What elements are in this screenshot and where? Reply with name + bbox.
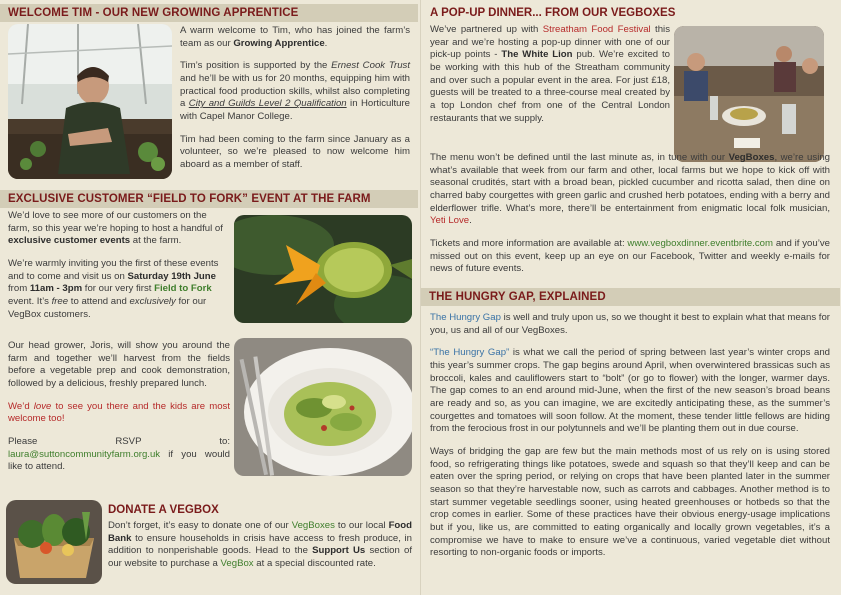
dinner-paragraph-3: Tickets and more information are available at: www.vegboxdinner.eventbrite.com and if you’ve missed out on this event, keep up an eye on our Facebook, Twitter and weekly e-mails for news of future events. <box>430 237 830 275</box>
right-page <box>421 0 841 595</box>
event-rsvp: Please RSVP to: laura@suttoncommunityfarm.org.uk if you would like to attend. <box>8 435 230 473</box>
donate-article <box>108 520 412 581</box>
event-paragraph-2: We’re warmly inviting you the first of these events and to come and visit us on Saturday 19th June from 11am - 3pm for our very first Field to Fork event. It’s free to attend and exclusively for our VegBox customers. <box>8 257 219 320</box>
donate-heading: DONATE A VEGBOX <box>108 504 219 516</box>
gap-heading: THE HUNGRY GAP, EXPLAINED <box>421 288 840 306</box>
event-paragraph-1: We’d love to see more of our customers on the farm, so this year we’re hoping to host a handful of exclusive customer events at the farm. <box>8 210 223 247</box>
courgette-dish-photo <box>234 338 412 476</box>
gap-paragraph-1: The Hungry Gap is well and truly upon us, so we thought it best to explain what that means for you, us and all of our VegBoxes. <box>430 312 830 336</box>
event-heading: EXCLUSIVE CUSTOMER “FIELD TO FORK” EVENT AT THE FARM <box>0 190 418 208</box>
dinner-article-top <box>430 24 670 135</box>
dinner-table-photo <box>674 26 824 162</box>
tim-paragraph-2: Tim’s position is supported by the Ernest Cook Trust and he’ll be with us for 20 months, equipping him with practical food production skills, whilst also completing a City and Guilds Level 2 Qualification in Horticulture with Capel Manor College. <box>180 60 410 122</box>
dinner-paragraph-1: We’ve partnered up with Streatham Food Festival this year and we’re hosting a pop-up dinner with one of our pick-up points - The White Lion pub. We’re excited to be working with this hub of the Streatham community and over such a popular event in the area. For just £18, guests will be treated to a three-course meal created by a top London chef from one of the Central London restaurants that we supply. <box>430 24 670 124</box>
event-paragraph-4: We’d love to see you there and the kids are most welcome too! <box>8 400 230 425</box>
event-article-top <box>8 210 230 331</box>
donate-paragraph: Don’t forget, it’s easy to donate one of our VegBoxes to our local Food Bank to ensure households in crisis have access to fresh produce, in addition to nonperishable goods. Head to the Support Us section of our website to purchase a VegBox at a special discounted rate. <box>108 520 413 569</box>
gap-paragraph-3: Ways of bridging the gap are few but the main methods most of us rely on is using stored food, so refrigerating things like potatoes, swede and squash so that they’ll keep and can be eaten over the spring period, or relying on crops that have been planted later in the summer season so that they’re harvestable now, such as carrots and cabbages. Another method is to start summer vegetable seedlings sooner, using heated greenhouses or hotbeds so that the crop comes in earlier. Some of these practices have their obvious energy-usage implications but if you, like us, are committed to eating organically and locally grown vegetables, it’s a compromise we have to make to ensure we’ve a continuous, varied vegetable diet without resorting to non-organic foods or imports. <box>430 445 830 559</box>
dinner-heading: A POP-UP DINNER... FROM OUR VEGBOXES <box>430 7 676 19</box>
tim-paragraph-3: Tim had been coming to the farm since January as a volunteer, so we’re pleased to now welcome him aboard as a member of staff. <box>180 133 410 170</box>
gap-article <box>430 312 830 570</box>
dinner-paragraph-2: The menu won’t be defined until the last minute as, in tune with our VegBoxes, we’re using what’s available that week from our farm and other, local farms but we hope to kick off with seasonal crudités, start with a broad bean, pickled cucumber and ricotta salad, then dine on charred baby courgettes with green garlic and crushed herb potatoes, ending with a berry and elderflower trifle. What’s more, there’ll be entertainment from enigmatic local folk musician, Yeti Love. <box>430 152 830 227</box>
event-article-bottom <box>8 340 230 484</box>
left-page <box>0 0 420 595</box>
gap-paragraph-2: “The Hungry Gap” is what we call the period of spring between last year’s winter crops and this year’s summer crops. The gap begins around April, when overwintered brassicas such as broccoli, kales and cauliflowers start to “bolt” (or go to flower) with the longer, warmer days. The gap comes to an end around mid-June, when the first of the new season’s broad beans are ready and so, as you can imagine, we are excitedly anticipating these, as the summer’s courgettes and tomatoes will soon follow. At the moment, these tender little fellows are hiding from the ferocious frost in our polytunnels and we’ll be planting them out in due course. <box>430 347 830 435</box>
event-paragraph-3: Our head grower, Joris, will show you around the farm and together we’ll harvest from the fields before a vegetable prep and cook demonstration, followed by a delicious, freshly prepared lunch. <box>8 340 230 389</box>
tim-greenhouse-photo <box>8 24 172 179</box>
eventbrite-link[interactable]: www.vegboxdinner.eventbrite.com <box>627 237 774 249</box>
courgette-flower-photo <box>234 215 412 323</box>
vegbox-photo <box>6 500 102 584</box>
rsvp-email-link[interactable]: laura@suttoncommunityfarm.org.uk <box>8 448 161 460</box>
tim-article <box>180 25 410 182</box>
dinner-article-bottom <box>430 152 830 286</box>
tim-paragraph-1: A warm welcome to Tim, who has joined the farm’s team as our Growing Apprentice. <box>180 25 410 49</box>
tim-heading: WELCOME TIM - OUR NEW GROWING APPRENTICE <box>0 4 418 22</box>
